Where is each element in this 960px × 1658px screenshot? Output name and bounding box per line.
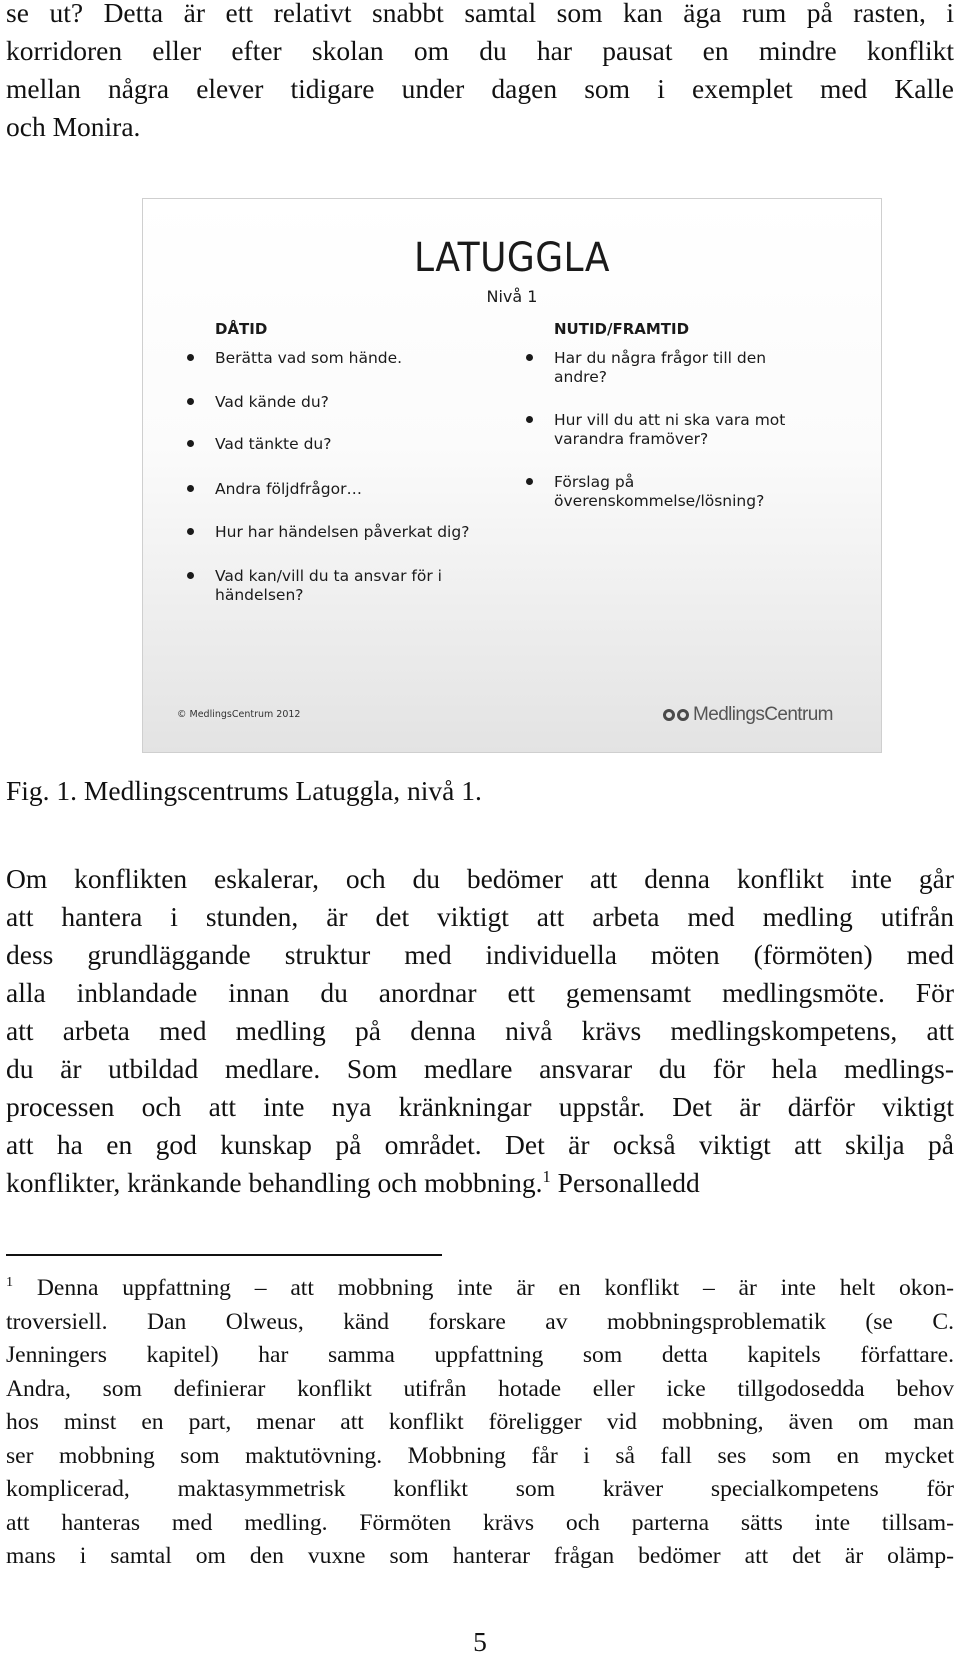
bullet-icon	[526, 416, 533, 423]
intro-line: mellan några elever tidigare under dagen som i exemplet med Kalle	[6, 73, 954, 104]
bullet-icon	[187, 528, 194, 535]
future-question-item-text: Förslag på	[554, 473, 635, 491]
page-number: 5	[473, 1626, 487, 1657]
intro-line: se ut? Detta är ett relativt snabbt samtal som kan äga rum på rasten, i	[6, 0, 954, 28]
bullet-icon	[526, 478, 533, 485]
footnote-line: komplicerad, maktasymmetrisk konflikt som kräver specialkompetens för	[6, 1476, 954, 1502]
body-last-text: konflikter, kränkande behandling och mobbning.	[6, 1167, 543, 1198]
past-question-item	[215, 435, 331, 454]
bullet-icon	[187, 485, 194, 492]
past-question-item-text: Berätta vad som hände.	[215, 349, 403, 367]
past-question-item-text: Andra följdfrågor…	[215, 480, 362, 498]
footnote-line: Jenningers kapitel) har samma uppfattning som detta kapitels författare.	[6, 1342, 954, 1368]
body-line: alla inblandade innan du anordnar ett gemensamt medlingsmöte. För	[6, 977, 954, 1008]
future-question-item	[554, 349, 766, 387]
slide-title: LATUGGLA	[414, 235, 610, 281]
past-question-item	[215, 393, 329, 412]
bullet-icon	[526, 354, 533, 361]
present-future-column-heading: NUTID/FRAMTID	[554, 320, 690, 338]
footnote-marker: 1	[6, 1274, 14, 1291]
body-line: processen och att inte nya kränkningar uppstår. Det är därför viktigt	[6, 1091, 954, 1122]
future-question-item	[554, 473, 764, 511]
intro-paragraph	[6, 0, 954, 146]
body-line: du är utbildad medlare. Som medlare ansvarar du för hela medlings-	[6, 1053, 954, 1084]
body-paragraph	[6, 860, 954, 1202]
bullet-icon	[187, 354, 194, 361]
body-line: att ha en god kunskap på området. Det är också viktigt att skilja på	[6, 1129, 954, 1160]
logo-text: MedlingsCentrum	[693, 704, 833, 725]
footnote-line: troversiell. Dan Olweus, känd forskare av mobbningsproblematik (se C.	[6, 1308, 954, 1335]
footnote	[6, 1272, 954, 1574]
footnote-line: att hanteras med medling. Förmöten krävs och parterna sätts inte tillsam-	[6, 1509, 954, 1536]
footnote-divider	[6, 1254, 442, 1256]
footnote-first-text: Denna uppfattning – att mobbning inte är en konflikt – är inte helt okon-	[13, 1275, 954, 1301]
latuggla-slide-figure	[142, 198, 882, 753]
body-line: dess grundläggande struktur med individuella möten (förmöten) med	[6, 939, 954, 970]
footnote-line	[6, 1272, 954, 1306]
past-question-item	[215, 480, 362, 499]
past-question-item-text: händelsen?	[215, 586, 304, 604]
footnote-line: mans i samtal om den vuxne som hanterar frågan bedömer att det är olämp-	[6, 1543, 954, 1569]
medlingscentrum-logo	[663, 704, 833, 726]
body-line	[6, 1164, 954, 1202]
body-line: att hantera i stunden, är det viktigt att arbeta med medling utifrån	[6, 901, 954, 932]
footnote-line: Andra, som definierar konflikt utifrån hotade eller icke tillgodosedda behov	[6, 1375, 954, 1402]
past-question-item	[215, 567, 442, 605]
footnote-reference: 1	[542, 1166, 551, 1186]
owl-eyes-icon	[663, 709, 689, 721]
past-question-item-text: Vad tänkte du?	[215, 435, 332, 453]
future-question-item-text: Hur vill du att ni ska vara mot	[554, 411, 786, 429]
future-question-item	[554, 411, 785, 449]
intro-line: och Monira.	[6, 111, 141, 142]
future-question-item-text: andre?	[554, 368, 607, 386]
past-question-item	[215, 523, 469, 542]
slide-subtitle: Nivå 1	[486, 287, 538, 306]
past-question-item	[215, 349, 402, 368]
bullet-icon	[187, 398, 194, 405]
past-question-item-text: Vad kände du?	[215, 393, 329, 411]
footnote-line: ser mobbning som maktutövning. Mobbning får i så fall ses som en mycket	[6, 1442, 954, 1469]
footnote-line: hos minst en part, menar att konflikt föreligger vid mobbning, även om man	[6, 1409, 954, 1435]
figure-caption: Fig. 1. Medlingscentrums Latuggla, nivå 1.	[6, 775, 482, 806]
past-question-item-text: Vad kan/vill du ta ansvar för i	[215, 567, 442, 585]
slide-copyright: © MedlingsCentrum 2012	[177, 709, 301, 720]
bullet-icon	[187, 572, 194, 579]
future-question-item-text: varandra framöver?	[554, 430, 709, 448]
future-question-item-text: överenskommelse/lösning?	[554, 492, 765, 510]
bullet-icon	[187, 440, 194, 447]
body-after-reference: Personalledd	[550, 1167, 700, 1198]
past-column-heading: DÅTID	[215, 320, 268, 338]
body-line: Om konflikten eskalerar, och du bedömer att denna konflikt inte går	[6, 863, 954, 894]
intro-line: korridoren eller efter skolan om du har pausat en mindre konflikt	[6, 35, 954, 66]
body-line: att arbeta med medling på denna nivå krävs medlingskompetens, att	[6, 1015, 954, 1046]
past-question-item-text: Hur har händelsen påverkat dig?	[215, 523, 470, 541]
future-question-item-text: Har du några frågor till den	[554, 349, 767, 367]
